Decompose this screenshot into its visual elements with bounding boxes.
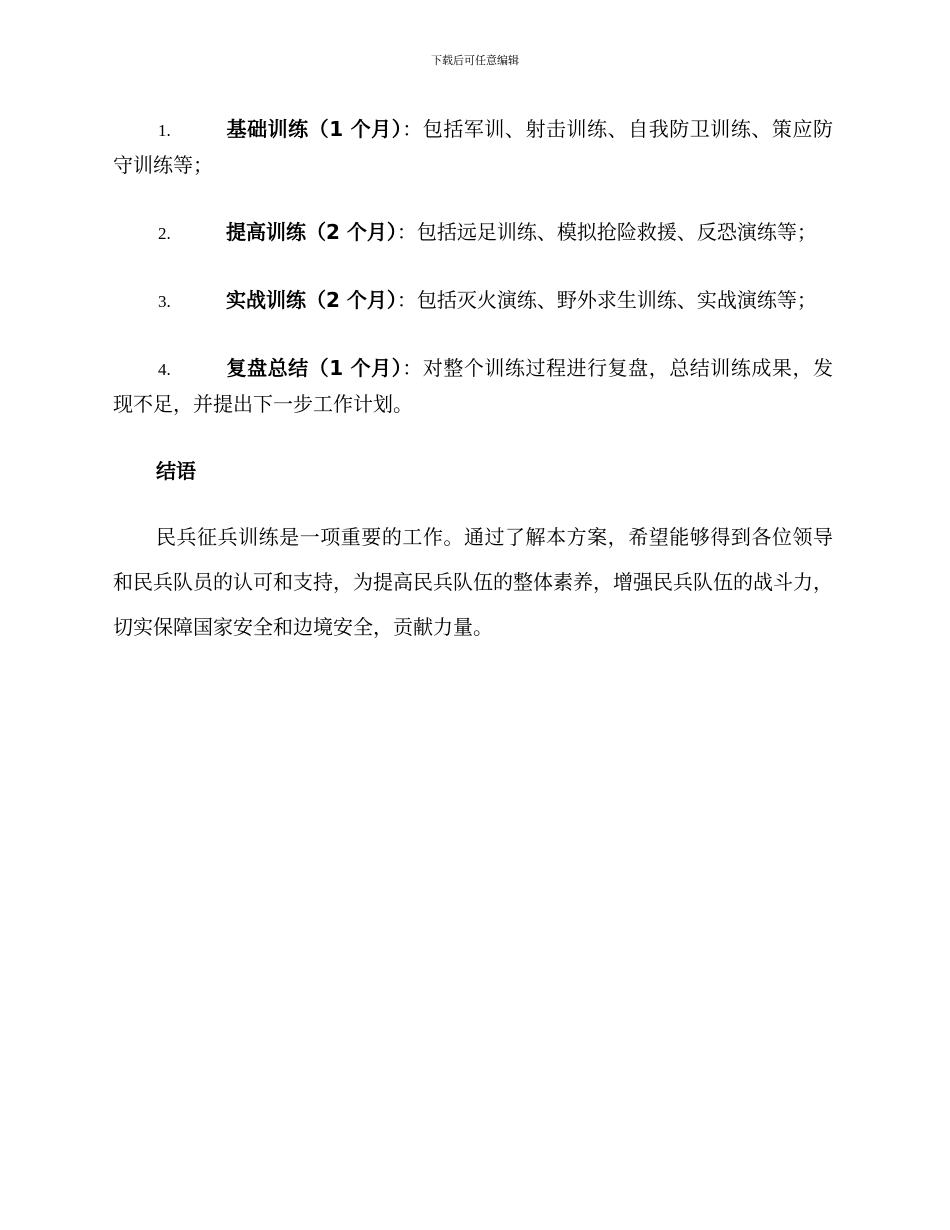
list-item-title: 提高训练（2 个月） bbox=[226, 220, 397, 244]
list-item-title: 实战训练（2 个月） bbox=[226, 288, 397, 312]
page-header-note: 下载后可任意编辑 bbox=[431, 54, 519, 67]
list-item-text: ：包括军训、射击训练、自我防卫训练、策应防守训练等； bbox=[113, 117, 833, 177]
list-item-number: 1. bbox=[158, 121, 171, 140]
list-item-title: 基础训练（1 个月） bbox=[226, 117, 403, 141]
document-body bbox=[113, 112, 833, 650]
list-item-title: 复盘总结（1 个月） bbox=[226, 356, 403, 380]
conclusion-heading: 结语 bbox=[156, 459, 196, 483]
conclusion-paragraph: 民兵征兵训练是一项重要的工作。通过了解本方案，希望能够得到各位领导和民兵队员的认可和支持，为提高民兵队伍的整体素养，增强民兵队伍的战斗力，切实保障国家安全和边境安全，贡献力量。 bbox=[113, 525, 833, 639]
list-item bbox=[113, 215, 833, 251]
list-item-number: 2. bbox=[158, 224, 171, 243]
list-item bbox=[113, 112, 833, 183]
list-item-text: ：包括远足训练、模拟抢险救援、反恐演练等； bbox=[396, 220, 817, 244]
list-item-number: 4. bbox=[158, 360, 171, 379]
list-item bbox=[113, 351, 833, 422]
list-item-number: 3. bbox=[158, 292, 171, 311]
list-item-text: ：包括灭火演练、野外求生训练、实战演练等； bbox=[396, 288, 817, 312]
list-item bbox=[113, 283, 833, 319]
list-item-text: ：对整个训练过程进行复盘，总结训练成果，发现不足，并提出下一步工作计划。 bbox=[113, 356, 833, 416]
